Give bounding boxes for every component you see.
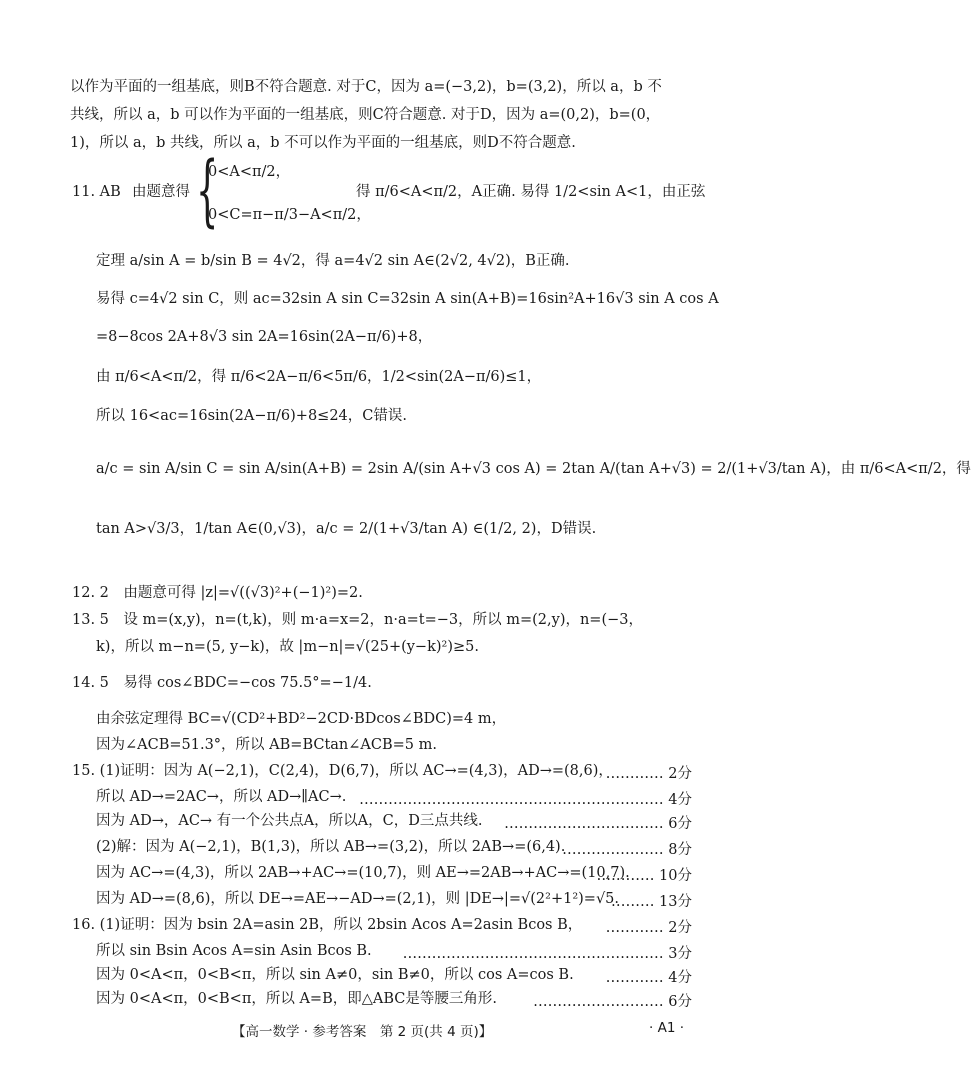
- q13-line: 13. 5 设 m=(x,y)，n=(t,k)，则 m·a=x=2，n·a=t=−3，所以 m=(2,y)，n=(−3，: [72, 612, 643, 628]
- system-brace: {: [196, 146, 219, 236]
- q11-line: a/c = sin A/sin C = sin A/sin(A+B) = 2sin A/(sin A+√3 cos A) = 2tan A/(tan A+√3) = 2/(1+√3/tan A)，由 π/6<A<π/2，得: [96, 461, 971, 477]
- score-points: …………………………… 6分: [504, 816, 692, 832]
- q11-line: 所以 16<ac=16sin(2A−π/6)+8≤24，C错误.: [96, 408, 407, 424]
- q11-line: 易得 c=4√2 sin C，则 ac=32sin A sin C=32sin A sin(A+B)=16sin²A+16√3 sin A cos A: [96, 291, 719, 307]
- q15-line: 15. (1)证明：因为 A(−2,1)，C(2,4)，D(6,7)，所以 AC→=(4,3)，AD→=(8,6)，: [72, 763, 613, 779]
- paragraph-line: 1)，所以 a，b 共线，所以 a，b 不可以作为平面的一组基底，则D不符合题意.: [70, 135, 576, 151]
- q14-line: 由余弦定理得 BC=√(CD²+BD²−2CD·BDcos∠BDC)=4 m，: [96, 711, 507, 727]
- score-points: ……………………………………………… 3分: [402, 946, 692, 962]
- q14-line: 14. 5 易得 cos∠BDC=−cos 75.5°=−1/4.: [72, 675, 372, 691]
- q11-line: 由 π/6<A<π/2，得 π/6<2A−π/6<5π/6，1/2<sin(2A−π/6)≤1，: [96, 369, 542, 385]
- q14-line: 因为∠ACB=51.3°，所以 AB=BCtan∠ACB=5 m.: [96, 737, 437, 753]
- q16-line: 因为 0<A<π，0<B<π，所以 A=B，即△ABC是等腰三角形.: [96, 991, 497, 1007]
- q15-line: 因为 AC→=(4,3)，所以 2AB→+AC→=(10,7)，则 AE→=2AB→+AC→=(10,7).: [96, 865, 630, 881]
- score-points: ………… 2分: [605, 766, 692, 782]
- q16-line: 16. (1)证明：因为 bsin 2A=asin 2B，所以 2bsin Acos A=2asin Bcos B，: [72, 917, 583, 933]
- q16-line: 所以 sin Bsin Acos A=sin Asin Bcos B.: [96, 943, 372, 959]
- q11-intro: 由题意得: [132, 184, 190, 200]
- score-points: ……………………………………………………… 4分: [359, 792, 692, 808]
- footer-code: · A1 ·: [649, 1020, 684, 1036]
- q15-line: 因为 AD→=(8,6)，所以 DE→=AE→−AD→=(2,1)，则 |DE→|=√(2²+1²)=√5.: [96, 891, 620, 907]
- q16-line: 因为 0<A<π，0<B<π，所以 sin A≠0，sin B≠0，所以 cos A=cos B.: [96, 967, 574, 983]
- question-number: 11. AB: [72, 184, 121, 200]
- q11-line: 得 π/6<A<π/2，A正确. 易得 1/2<sin A<1，由正弦: [356, 184, 706, 200]
- q11-system-line: 0<A<π/2，: [208, 164, 291, 180]
- q11-system-line: 0<C=π−π/3−A<π/2，: [208, 207, 371, 223]
- q15-line: 所以 AD→=2AC→，所以 AD→∥AC→.: [96, 789, 347, 805]
- footer-title: 【高一数学 · 参考答案 第 2 页(共 4 页)】: [232, 1024, 493, 1040]
- paragraph-line: 共线，所以 a，b 可以作为平面的一组基底，则C符合题意. 对于D，因为 a=(0,2)，b=(0，: [70, 107, 661, 123]
- q11-line: tan A>√3/3，1/tan A∈(0,√3)，a/c = 2/(1+√3/tan A) ∈(1/2, 2)，D错误.: [96, 521, 597, 537]
- q11-line: 定理 a/sin A = b/sin B = 4√2，得 a=4√2 sin A∈(2√2, 4√2)，B正确.: [96, 253, 570, 269]
- q15-line: 因为 AD→，AC→ 有一个公共点A，所以A，C，D三点共线.: [96, 813, 483, 829]
- score-points: ………… 10分: [596, 868, 692, 884]
- paragraph-line: 以作为平面的一组基底，则B不符合题意. 对于C，因为 a=(−3,2)，b=(3,2)，所以 a，b 不: [70, 79, 662, 95]
- score-points: ……… 13分: [610, 894, 692, 910]
- q13-line: k)，所以 m−n=(5, y−k)，故 |m−n|=√(25+(y−k)²)≥5.: [96, 639, 479, 655]
- score-points: ………… 4分: [605, 970, 692, 986]
- score-points: ………………… 8分: [562, 842, 692, 858]
- score-points: ……………………… 6分: [533, 994, 692, 1010]
- q15-line: (2)解：因为 A(−2,1)，B(1,3)，所以 AB→=(3,2)，所以 2AB→=(6,4).: [96, 839, 566, 855]
- score-points: ………… 2分: [605, 920, 692, 936]
- q12-line: 12. 2 由题意可得 |z|=√((√3)²+(−1)²)=2.: [72, 585, 363, 601]
- q11-line: =8−8cos 2A+8√3 sin 2A=16sin(2A−π/6)+8，: [96, 329, 433, 345]
